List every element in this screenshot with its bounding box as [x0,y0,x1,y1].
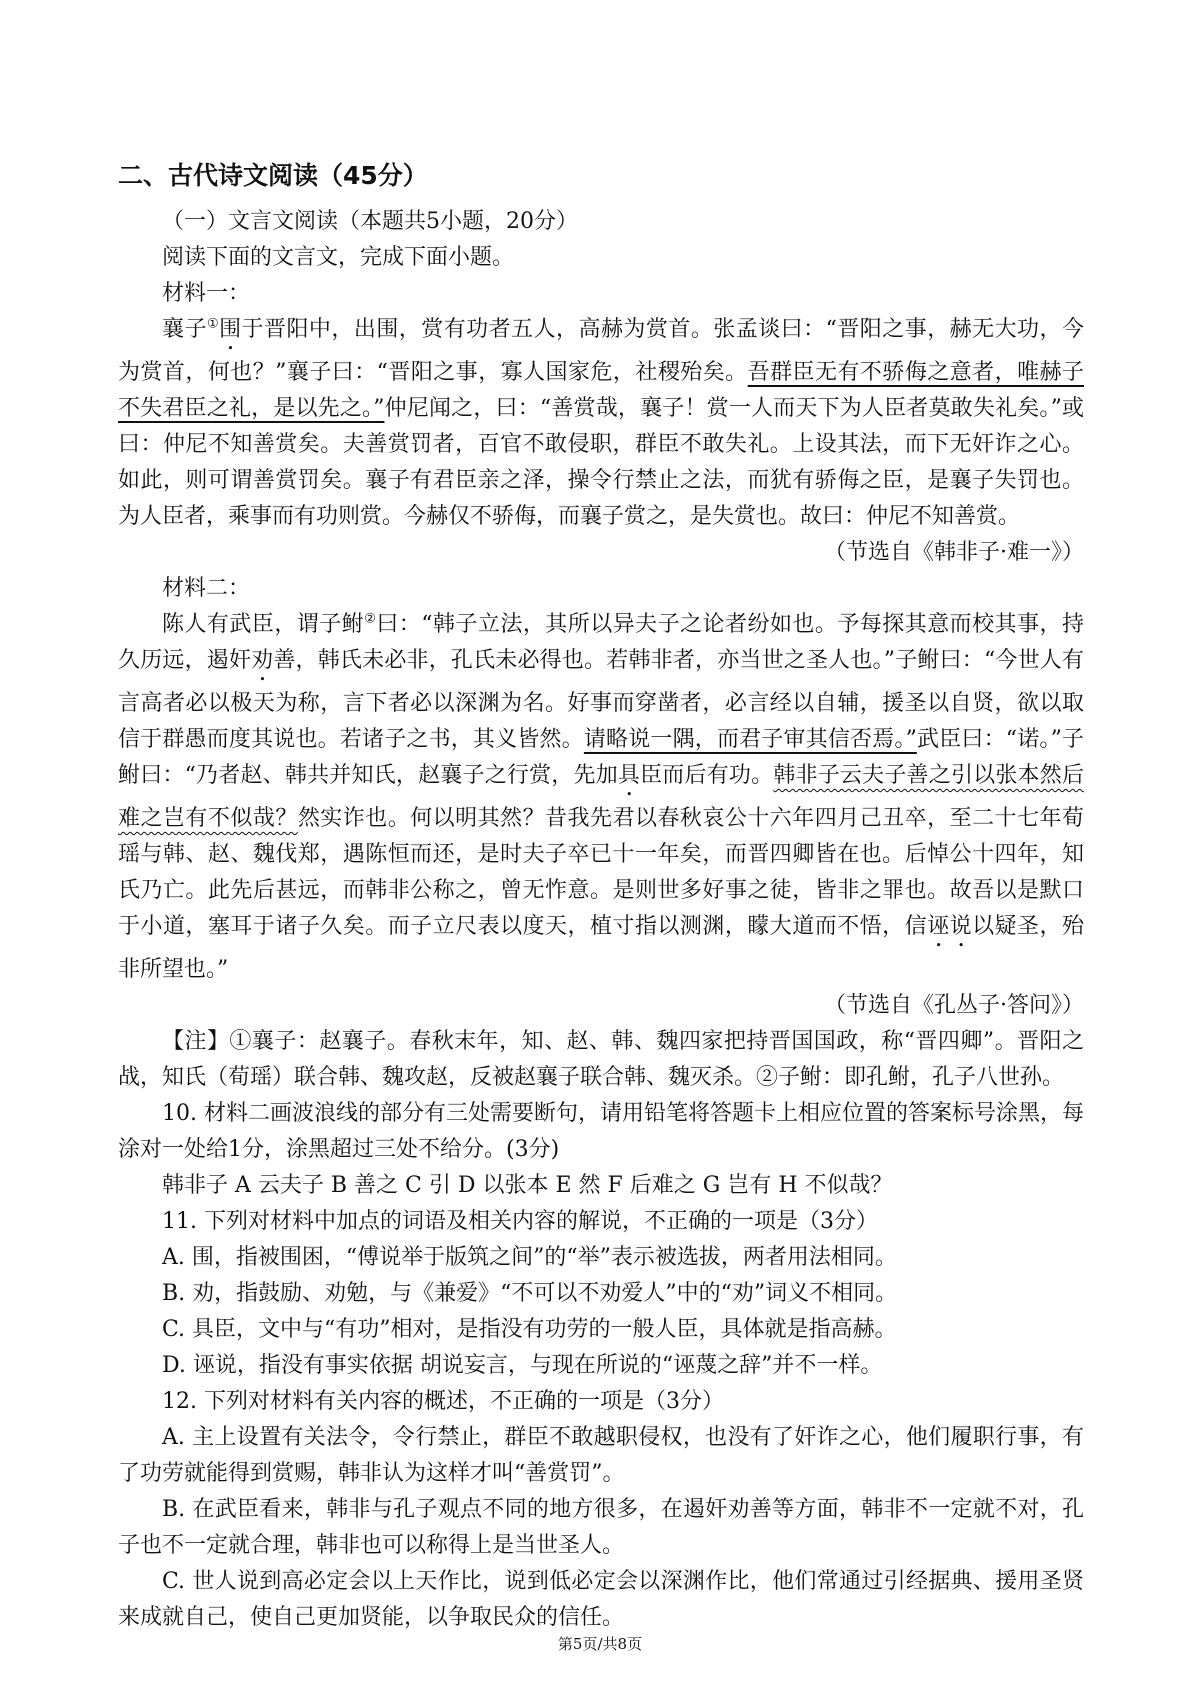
m1-text-c: 于晋阳中，出围，赏有功者五人，高赫为赏首。张孟谈曰：“晋阳之事，赫无大功，今为赏首，何也？”襄子曰：“晋阳之事，寡人国家危，社稷殆矣。 [118,317,1084,385]
material-2-label: 材料二： [162,576,251,601]
footnote-marker-1: ① [206,316,220,332]
material-1-text [118,312,1084,535]
question-12-stem: 12. 下列对材料有关内容的概述，不正确的一项是（3分） [162,1389,724,1414]
material-2-source: （节选自《孔丛子·答问》） [824,993,1084,1018]
question-12-option-a: A. 主上设置有关法令，令行禁止，群臣不敢越职侵权，也没有了奸诈之心，他们履职行事，有了功劳就能得到赏赐，韩非认为这样才叫“善赏罚”。 [118,1425,1084,1486]
m2-text-g: 以疑圣，殆非所望也。” [118,914,1084,982]
page-footer: 第5页/共8页 [557,1635,643,1653]
question-12-option-b: B. 在武臣看来，韩非与孔子观点不同的地方很多，在遏奸劝善等方面，韩非不一定就不对，孔子也不一定就合理，韩非也可以称得上是当世圣人。 [118,1497,1084,1558]
m2-text-c: 善，韩氏未必非，孔氏未必得也。若韩非者，亦当世之圣人也。”子鲋曰：“今世人有言高者必以极天为称，言下者必以深渊为名。好事而穿凿者，必言经以自辅，援圣以自贤，欲以取信于群愚而度其说也。若诸子之书，其义皆然。 [118,648,1084,752]
question-11-option-a: A. 围，指被围困，“傅说举于版筑之间”的“举”表示被选拔，两者用法相同。 [162,1245,897,1270]
question-11-option-b: B. 劝，指鼓励、劝勉，与《兼爱》“不可以不劝爱人”中的“劝”词义不相同。 [162,1281,898,1306]
instruction: 阅读下面的文言文，完成下面小题。 [162,245,515,270]
underlined-sentence-1: 吾群臣无有不骄侮之意者，唯赫子不失君臣之礼，是以先之。” [118,360,1084,421]
sub-title: （一）文言文阅读（本题共5小题，20分） [162,209,578,234]
wavy-underlined-sentence: 韩非子云夫子善之引以张本然后难之岂有不似哉？ [118,763,1084,831]
question-10-line: 韩非子 A 云夫子 B 善之 C 引 D 以张本 E 然 F 后难之 G 岂有 H 不似哉？ [162,1173,893,1198]
m2-text-d: 武臣曰：“诺。”子鲋曰：“乃者赵、韩共并知氏，赵襄子之行赏，先加 [118,727,1085,788]
material-2-text [118,607,1084,988]
m2-text-a: 陈人有武臣，谓子鲋 [162,612,365,637]
question-12-option-c: C. 世人说到高必定会以上天作比，说到低必定会以深渊作比，他们常通过引经据典、援用圣贤来成就自己，使自己更加贤能，以争取民众的信任。 [118,1569,1084,1630]
question-10-stem: 10. 材料二画波浪线的部分有三处需要断句，请用铅笔将答题卡上相应位置的答案标号涂黑，每涂对一处给1分，涂黑超过三处不给分。(3分) [118,1101,1084,1162]
dotted-word-quan: 劝 [251,648,274,673]
m1-text-a: 襄子 [162,317,207,342]
question-11-option-d: D. 诬说，指没有事实依据 胡说妄言，与现在所说的“诬蔑之辞”并不一样。 [162,1353,883,1378]
m2-text-b: 曰：“韩子立法，其所以异夫子之论者纷如也。予每探其意而校其事，持久历远，遏奸 [118,612,1085,673]
page-content [118,158,1084,1636]
dotted-word-wei: 围 [219,317,242,342]
question-11-stem: 11. 下列对材料中加点的词语及相关内容的解说，不正确的一项是（3分） [162,1209,878,1234]
m1-text-d: 仲尼闻之，曰：“善赏哉，襄子！赏一人而天下为人臣者莫敢失礼矣。”或曰：仲尼不知善赏矣。夫善赏罚者，百官不敢侵职，群臣不敢失礼。上设其法，而下无奸诈之心。如此，则可谓善赏罚矣。襄子有君臣亲之泽，操令行禁止之法，而犹有骄侮之臣，是襄子失罚也。为人臣者，乘事而有功则赏。今赫仅不骄侮，而襄子赏之，是失赏也。故曰：仲尼不知善赏。 [118,396,1084,529]
annotation-note: 【注】①襄子：赵襄子。春秋末年，知、赵、韩、魏四家把持晋国国政，称“晋四卿”。晋阳之战，知氏（荀瑶）联合韩、魏攻赵，反被赵襄子联合韩、魏灭杀。②子鲋：即孔鲋，孔子八世孙。 [118,1029,1084,1090]
dotted-word-wushuo: 诬说 [927,914,973,939]
question-11-option-c: C. 具臣，文中与“有功”相对，是指没有功劳的一般人臣，具体就是指高赫。 [162,1317,897,1342]
section-title: 二、古代诗文阅读（45分） [118,161,428,190]
underlined-sentence-2: 请略说一隅，而君子审其信否焉。” [583,727,917,752]
m2-text-e: 臣而后有功。 [640,763,774,788]
dotted-word-ju: 具 [617,763,641,788]
m2-text-f: 然实诈也。何以明其然？昔我先君以春秋哀公十六年四月己丑卒，至二十七年荀瑶与韩、赵、魏伐郑，遇陈恒而还，是时夫子卒已十一年矣，而晋四卿皆在也。后悼公十四年，知氏乃亡。此先后甚远，而韩非公称之，曾无怍意。是则世多好事之徒，皆非之罪也。故吾以是默口于小道，塞耳于诸子久矣。而子立尺表以度天，植寸指以测渊，矇大道而不悟，信 [118,806,1084,939]
material-1-source: （节选自《韩非子·难一》） [824,540,1084,565]
footnote-marker-2: ② [364,611,377,627]
material-1-label: 材料一： [162,281,251,306]
